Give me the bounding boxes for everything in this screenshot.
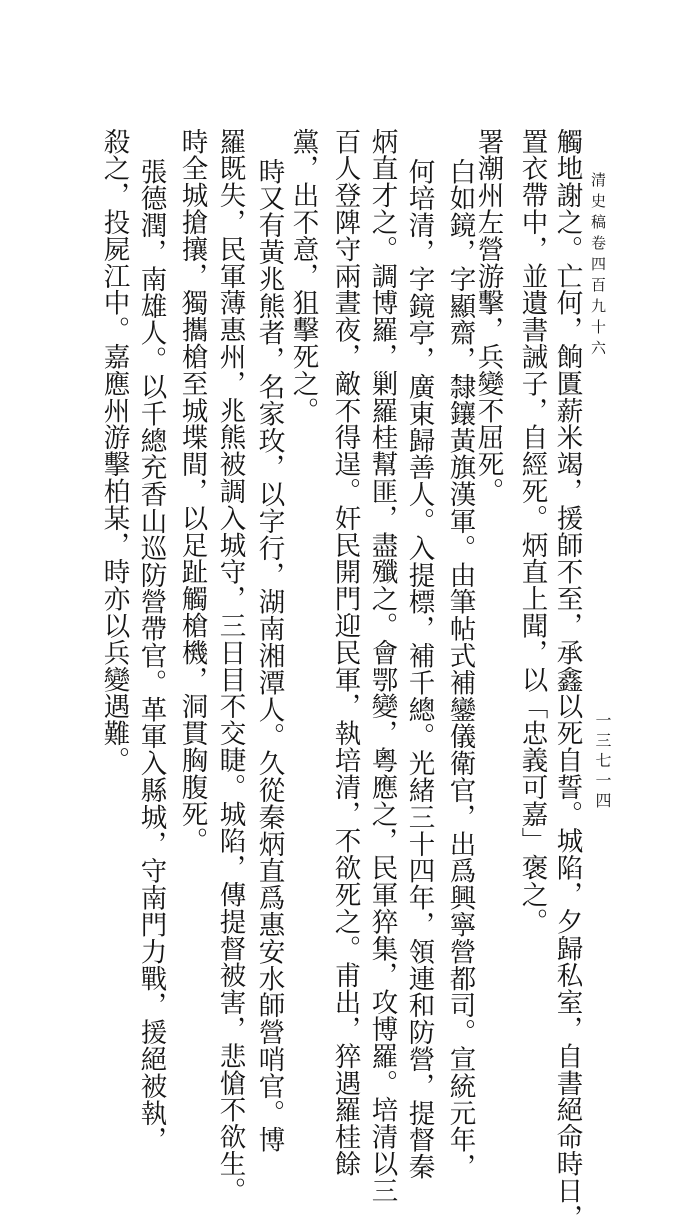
text-column: 觸地謝之。亡何，餉匱薪米竭，援師不至，承鑫以死自誓。城陷，夕歸私室，自書絕命時日， <box>551 128 583 1231</box>
text-column: 署潮州左營游擊，兵變不屈死。 <box>472 128 504 505</box>
page-number: 一三七一四 <box>593 712 612 812</box>
text-column: 張德潤，南雄人。以千總充香山巡防營帶官。革軍入縣城，守南門力戰，援絕被執， <box>135 158 167 1154</box>
text-column: 黨，出不意，狙擊死之。 <box>287 128 319 424</box>
text-column: 白如鏡，字顯齋，隸鑲黃旗漢軍。由筆帖式補鑾儀衛官，出爲興寧營都司。宣統元年， <box>444 158 476 1181</box>
text-column: 炳直才之。調博羅，剿羅桂幫匪，盡殲之。會鄂變，粵應之，民軍猝集，攻博羅。培清以三 <box>366 128 398 1204</box>
text-column: 時全城搶攘，獨攜槍至城堞間，以足趾觸槍機，洞貫胸腹死。 <box>176 128 208 855</box>
text-column: 百人登陴守兩晝夜，敵不得逞。奸民開門迎民軍，執培清，不欲死之。甫出，猝遇羅桂餘 <box>329 128 361 1178</box>
text-column: 時又有黃兆熊者，名家玫，以字行，湖南湘潭人。久從秦炳直爲惠安水師營哨官。博 <box>253 158 285 1154</box>
text-column: 羅既失，民軍薄惠州，兆熊被調入城守，三日目不交睫。城陷，傳提督被害，悲愴不欲生。 <box>214 128 246 1204</box>
text-column: 何培清，字鏡亭，廣東歸善人。入提標，補千總。光緒三十四年，領連和防營，提督秦 <box>403 158 435 1181</box>
running-header-book-title: 清史稿卷四百九十六 <box>589 172 607 361</box>
text-column: 置衣帶中，並遺書誡子，自經死。炳直上聞，以「忠義可嘉」褒之。 <box>516 128 548 935</box>
text-column: 殺之，投屍江中。嘉應州游擊柏某，時亦以兵變遇難。 <box>98 128 130 774</box>
